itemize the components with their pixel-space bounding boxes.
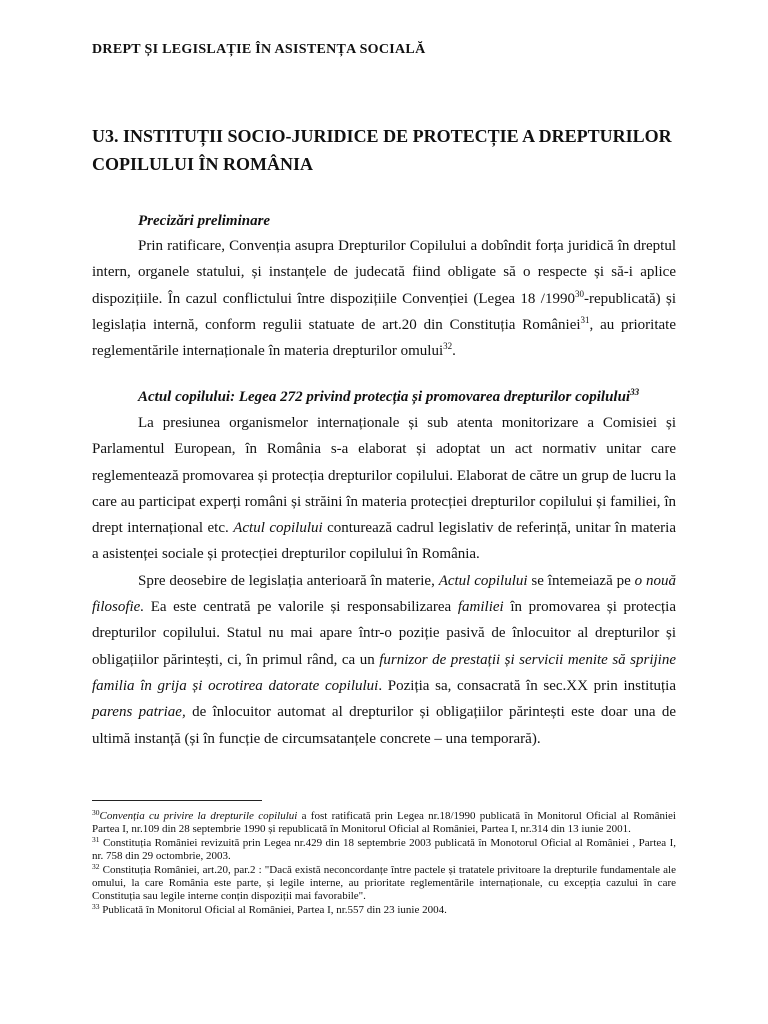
section-preliminary-body (92, 233, 676, 364)
text-run: , au prioritate reglementările internaționale în materia drepturilor omului (92, 316, 676, 360)
footnote-number: 31 (92, 834, 100, 844)
running-header: DREPT ȘI LEGISLAȚIE ÎN ASISTENȚA SOCIALĂ (92, 42, 426, 57)
footnote-31 (92, 834, 676, 864)
italic-run: familiei (457, 599, 504, 616)
footnote-text: Constituția României, art.20, par.2 : "Dacă există neconcordanțe între pactele și tratatele privitoare la drepturile fundamentale ale omului, la care România este parte, și legile interne, au prioritate reglementările internaționale, cu excepția cazului în care Constituția sau legile interne conțin dispoziții mai favorabile". (92, 863, 676, 903)
italic-run: Actul copilului (438, 572, 528, 589)
footnote-text: a fost ratificată prin Legea nr.18/1990 publicată în Monitorul Oficial al României Partea I, nr.109 din 28 septembrie 1990 și republicată în Monitorul Oficial al României, Partea I, nr.314 din 13 iunie 2001. (92, 810, 676, 836)
footnotes (92, 810, 676, 917)
footnote-ref[interactable]: 33 (630, 387, 640, 397)
footnote-ref[interactable]: 32 (443, 341, 453, 352)
footnote-number: 32 (92, 861, 100, 871)
footnote-ref[interactable]: 31 (580, 314, 590, 325)
text-run: de înlocuitor automat al drepturilor și obligațiilor părintești este doar una de ultimă instanță (și în funcție de circumsatanțele concrete – una temporară). (92, 704, 676, 747)
italic-run: o nouă filosofie. (92, 572, 676, 616)
text-run: conturează cadrul legislativ de referință, unitar în materia a asistenței sociale și protecției drepturilor copilului în România. (92, 520, 677, 563)
section-heading-child-act (92, 384, 676, 410)
footnote-separator (92, 800, 262, 801)
italic-run: furnizor de prestații și servicii menite să sprijine familia în grija și ocrotirea datorate copilului (92, 651, 677, 694)
footnote-ref[interactable]: 30 (574, 288, 584, 299)
footnote-32 (92, 861, 676, 904)
heading-text: Actul copilului: Legea 272 privind protecția și promovarea drepturilor copilului (138, 389, 631, 405)
chapter-title: U3. INSTITUȚII SOCIO-JURIDICE DE PROTECȚIE A DREPTURILOR COPILULUI ÎN ROMÂNIA (92, 126, 672, 174)
text-run: Ea este centrată pe valorile și responsabilizarea (144, 599, 458, 616)
text-run: . (452, 343, 456, 360)
text-run: La presiunea organismelor internaționale și sub atenta monitorizare a Comisiei și Parlamentul European, în România s-a elaborat și adoptat un act normativ unitar care reglementează promovarea și protecția drepturilor copilului. Elaborat de către un grup de lucru la care au participat experți români și străini în materia protecției drepturilor copilului și familiei, în drept internațional etc. (92, 415, 676, 537)
italic-run: Convenția cu privire la drepturile copilului (99, 810, 298, 822)
text-run: Spre deosebire de legislația anterioară în materie, (138, 572, 439, 589)
text-run: . Poziția sa, consacrată în sec.XX prin instituția (378, 677, 676, 694)
paragraph (92, 233, 676, 364)
footnote-33 (92, 901, 676, 917)
paragraph (92, 568, 676, 752)
footnote-30 (92, 810, 676, 837)
text-run: Prin ratificare, Convenția asupra Drepturilor Copilului a dobîndit forța juridică în dreptul intern, organele statului, și instanțele de judecată fiind obligate să o respecte și să-i aplice dispozițiile. În cazul conflictului între dispozițiile Convenției (Legea 18 /1990 (92, 238, 676, 307)
italic-run: Actul copilului (233, 520, 323, 537)
text-run: în promovarea și protecția drepturilor copilului. Statul nu mai apare într-o poziție pasivă de înlocuitor al drepturilor și obligațiilor părintești, ci, în primul rând, ca un (92, 599, 676, 668)
footnote-number: 33 (92, 901, 100, 911)
paragraph (92, 410, 676, 568)
italic-run: parens patriae, (92, 704, 186, 721)
section-child-act-body (92, 410, 676, 752)
text-run: -republicată) și legislația internă, conform regulii statuate de art.20 din Constituția României (92, 290, 676, 333)
footnote-text: Publicată în Monitorul Oficial al României, Partea I, nr.557 din 23 iunie 2004. (99, 903, 447, 916)
footnote-text: Constituția României revizuită prin Legea nr.429 din 18 septembrie 2003 publicată în Monotorul Oficial al României , Partea I, nr. 758 din 29 octombrie, 2003. (92, 836, 676, 863)
text-run: se întemeiază pe (527, 572, 635, 589)
section-heading-preliminary: Precizări preliminare (138, 213, 271, 229)
footnote-number: 30 (92, 808, 100, 817)
